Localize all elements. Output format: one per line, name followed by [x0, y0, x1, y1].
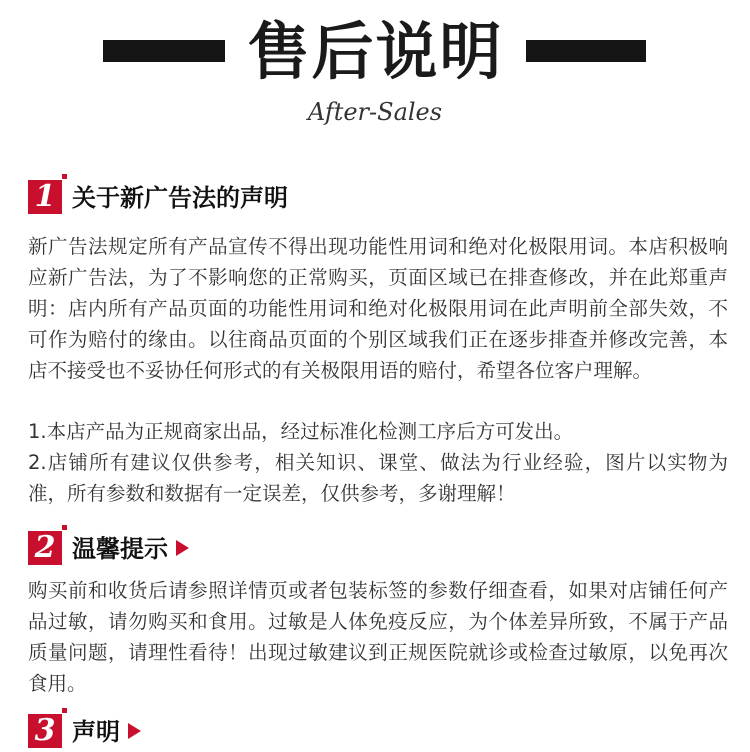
title-bar-left [103, 40, 225, 62]
section-1-notes [28, 416, 728, 509]
section-1-badge-tick [62, 174, 67, 179]
page-subtitle: After-Sales [307, 98, 443, 126]
arrow-right-icon [176, 540, 189, 556]
section-3-number-badge: 3 [28, 714, 62, 748]
page-title: 售后说明 [247, 15, 504, 88]
section-2-number-badge: 2 [28, 531, 62, 565]
section-2-title-wrap [72, 531, 189, 567]
section-2-body [28, 575, 728, 699]
section-1-note-1: 1.本店产品为正规商家出品，经过标准化检测工序后方可发出。 [28, 420, 574, 443]
section-3-title-wrap [72, 714, 141, 750]
arrow-right-icon [128, 723, 141, 739]
section-3-title: 声明 [72, 718, 120, 746]
section-1-title: 关于新广告法的声明 [72, 184, 288, 212]
section-2-badge-tick [62, 525, 67, 530]
section-1-paragraph: 新广告法规定所有产品宣传不得出现功能性用词和绝对化极限用词。本店积极响应新广告法，为了不影响您的正常购买，页面区域已在排查修改，并在此郑重声明：店内所有产品页面的功能性用词和绝对化极限用词在此声明前全部失效，不可作为赔付的缘由。以往商品页面的个别区域我们正在逐步排查并修改完善，本店不接受也不妥协任何形式的有关极限用语的赔付，希望各位客户理解。 [28, 235, 728, 382]
section-2-title: 温馨提示 [72, 535, 168, 563]
section-2-paragraph: 购买前和收货后请参照详情页或者包装标签的参数仔细查看，如果对店铺任何产品过敏，请勿购买和食用。过敏是人体免疫反应，为个体差异所致，不属于产品质量问题，请理性看待！出现过敏建议到正规医院就诊或检查过敏原，以免再次食用。 [28, 579, 728, 695]
section-1-body [28, 231, 728, 386]
section-1-number-badge: 1 [28, 180, 62, 214]
section-3-badge-tick [62, 708, 67, 713]
section-1-note-2: 2.店铺所有建议仅供参考，相关知识、课堂、做法为行业经验，图片以实物为准，所有参数和数据有一定误差，仅供参考，多谢理解！ [28, 451, 728, 505]
title-bar-right [526, 40, 646, 62]
page-header [0, 0, 750, 140]
